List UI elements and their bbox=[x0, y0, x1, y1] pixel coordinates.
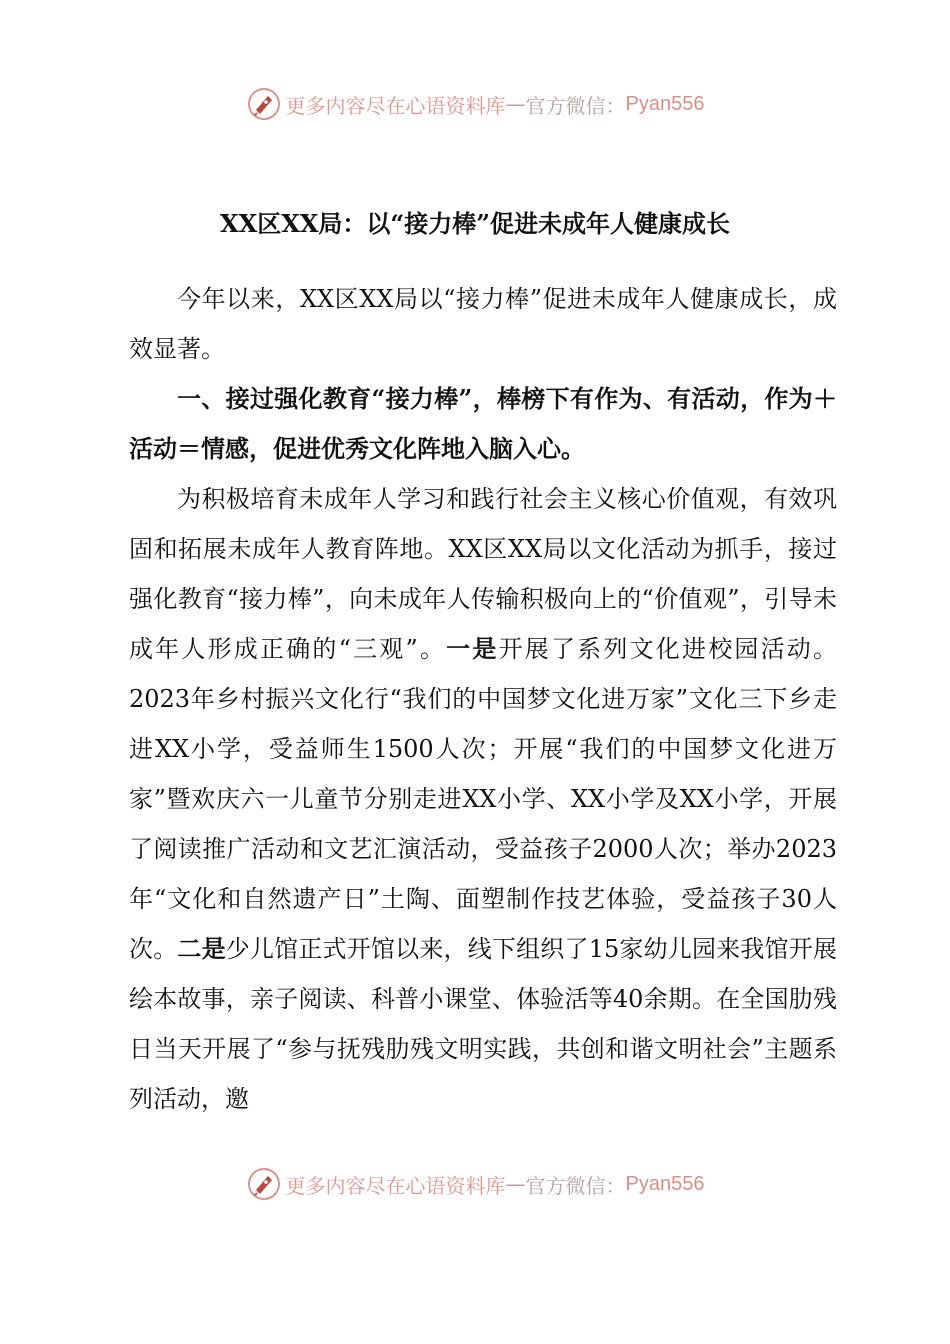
watermark-name: 更多内容尽在心语资料库 bbox=[285, 93, 506, 118]
watermark-wechat-id: Pyan556 bbox=[625, 1172, 705, 1195]
watermark-label: 官方微信： bbox=[525, 1173, 626, 1198]
body-paragraph bbox=[129, 474, 837, 1124]
pen-nib-logo-icon bbox=[246, 86, 282, 122]
watermark-header bbox=[0, 84, 950, 124]
watermark-separator: — bbox=[505, 1172, 526, 1196]
point-label-one: 一是 bbox=[446, 634, 499, 663]
body-text-a: 为积极培育未成年人学习和践行社会主义核心价值观，有效巩固和拓展未成年人教育阵地。XX区XX局以文化活动为抓手，接过强化教育“接力棒”，向未成年人传输积极向上的“价值观”，引导未成年人形成正确的“三观”。 bbox=[129, 485, 837, 663]
section-heading: 一、接过强化教育“接力棒”，棒榜下有作为、有活动，作为＋活动＝情感，促进优秀文化阵地入脑入心。 bbox=[129, 384, 837, 463]
body-text-c: 少儿馆正式开馆以来，线下组织了15家幼儿园来我馆开展绘本故事，亲子阅读、科普小课堂、体验活等40余期。在全国肋残日当天开展了“参与抚残肋残文明实践，共创和谐文明社会”主题系列活动，邀 bbox=[129, 935, 837, 1113]
document-title: XX区XX局：以“接力棒”促进未成年人健康成长 bbox=[219, 209, 731, 238]
watermark-footer bbox=[0, 1164, 950, 1204]
document-body bbox=[129, 274, 837, 1124]
pen-nib-logo-icon bbox=[246, 1166, 282, 1202]
intro-paragraph: 今年以来，XX区XX局以“接力棒”促进未成年人健康成长，成效显著。 bbox=[129, 285, 837, 363]
point-label-two: 二是 bbox=[177, 934, 226, 963]
watermark-label: 官方微信： bbox=[525, 93, 626, 118]
watermark-wechat-id: Pyan556 bbox=[625, 92, 705, 115]
watermark-name: 更多内容尽在心语资料库 bbox=[285, 1173, 506, 1198]
watermark-separator: — bbox=[505, 92, 526, 116]
body-text-b: 开展了系列文化进校园活动。2023年乡村振兴文化行“我们的中国梦文化进万家”文化三下乡走进XX小学，受益师生1500人次；开展“我们的中国梦文化进万家”暨欢庆六一儿童节分别走进XX小学、XX小学及XX小学，开展了阅读推广活动和文艺汇演活动，受益孩子2000人次；举办2023年“文化和自然遗产日”土陶、面塑制作技艺体验，受益孩子30人次。 bbox=[129, 635, 838, 963]
